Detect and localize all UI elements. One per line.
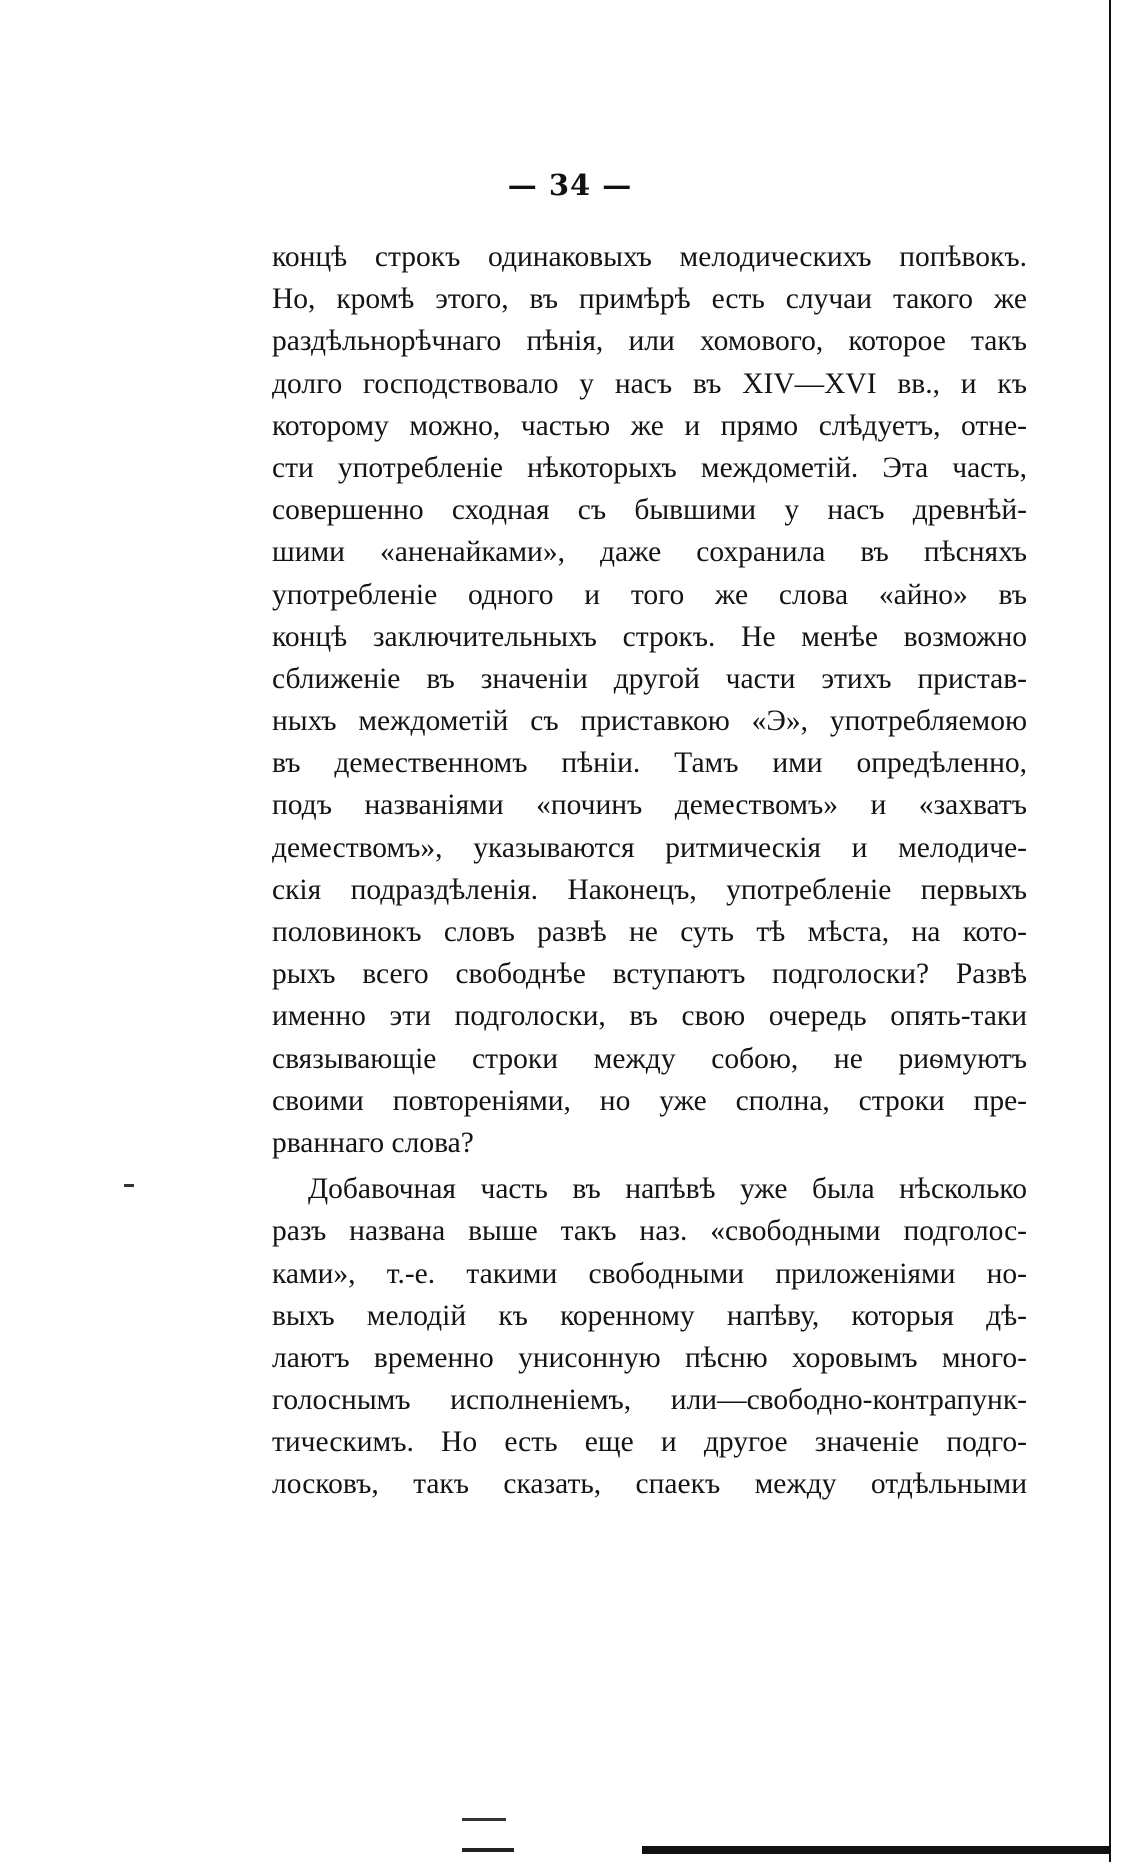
scan-bottom-bar	[642, 1846, 1110, 1854]
text-line: Добавочная часть въ напѣвѣ уже была нѣсколько	[308, 1173, 1027, 1206]
text-line: употребленіе одного и того же слова «айно» въ	[272, 578, 1027, 611]
text-line: концѣ заключительныхъ строкъ. Не менѣе возможно	[272, 620, 1027, 653]
text-line: сближеніе въ значеніи другой части этихъ пристав-	[272, 662, 1027, 695]
text-line: рыхъ всего свободнѣе вступаютъ подголоски? Развѣ	[272, 958, 1027, 991]
text-line: выхъ мелодій къ коренному напѣву, которыя дѣ-	[272, 1299, 1027, 1332]
text-line: своими повтореніями, но уже сполна, строки пре-	[272, 1084, 1027, 1117]
text-line: совершенно сходная съ бывшими у насъ древнѣй-	[272, 494, 1027, 527]
scan-smudge	[462, 1818, 506, 1821]
text-line: разъ названа выше такъ наз. «свободными подголос-	[272, 1215, 1027, 1248]
text-line: подъ названіями «починъ демествомъ» и «захватъ	[272, 789, 1027, 822]
text-line: именно эти подголоски, въ свою очередь опять-таки	[272, 1000, 1027, 1033]
text-line: которому можно, частью же и прямо слѣдуетъ, отне-	[272, 409, 1027, 442]
text-line: Но, кромѣ этого, въ примѣрѣ есть случаи такого же	[272, 283, 1027, 316]
text-line: раздѣльнорѣчнаго пѣнія, или хомового, которое такъ	[272, 325, 1027, 358]
text-line: концѣ строкъ одинаковыхъ мелодическихъ попѣвокъ.	[272, 241, 1027, 273]
text-line: рваннаго слова?	[272, 1126, 474, 1159]
scan-smudge	[462, 1848, 514, 1852]
text-line: демествомъ», указываются ритмическія и мелодиче-	[272, 831, 1027, 864]
page-number: — 34 —	[507, 168, 633, 202]
text-line: ныхъ междометій съ приставкою «Э», употребляемою	[272, 705, 1027, 738]
text-line: долго господствовало у насъ въ XIV—XVI вв., и къ	[272, 367, 1027, 400]
text-line: голоснымъ исполненіемъ, или—свободно-контрапунк-	[272, 1384, 1027, 1417]
text-line: сти употребленіе нѣкоторыхъ междометій. Эта часть,	[272, 451, 1027, 484]
text-line: шими «аненайками», даже сохранила въ пѣсняхъ	[272, 536, 1027, 569]
body-text	[272, 236, 1027, 1506]
text-line: тическимъ. Но есть еще и другое значеніе подго-	[272, 1426, 1027, 1459]
text-line: ками», т.-е. такими свободными приложеніями но-	[272, 1257, 1027, 1290]
text-line: скія подраздѣленія. Наконецъ, употребленіе первыхъ	[272, 873, 1027, 906]
page-edge-rule	[1109, 0, 1111, 1862]
text-line: въ демественномъ пѣніи. Тамъ ими опредѣленно,	[272, 747, 1027, 780]
text-line: лаютъ временно унисонную пѣсню хоровымъ много-	[272, 1341, 1027, 1374]
text-line: лосковъ, такъ сказать, спаекъ между отдѣльными	[272, 1468, 1027, 1501]
margin-mark	[124, 1184, 134, 1187]
text-line: половинокъ словъ развѣ не суть тѣ мѣста, на кото-	[272, 916, 1027, 948]
text-line: связывающіе строки между собою, не риѳмуютъ	[272, 1042, 1027, 1075]
